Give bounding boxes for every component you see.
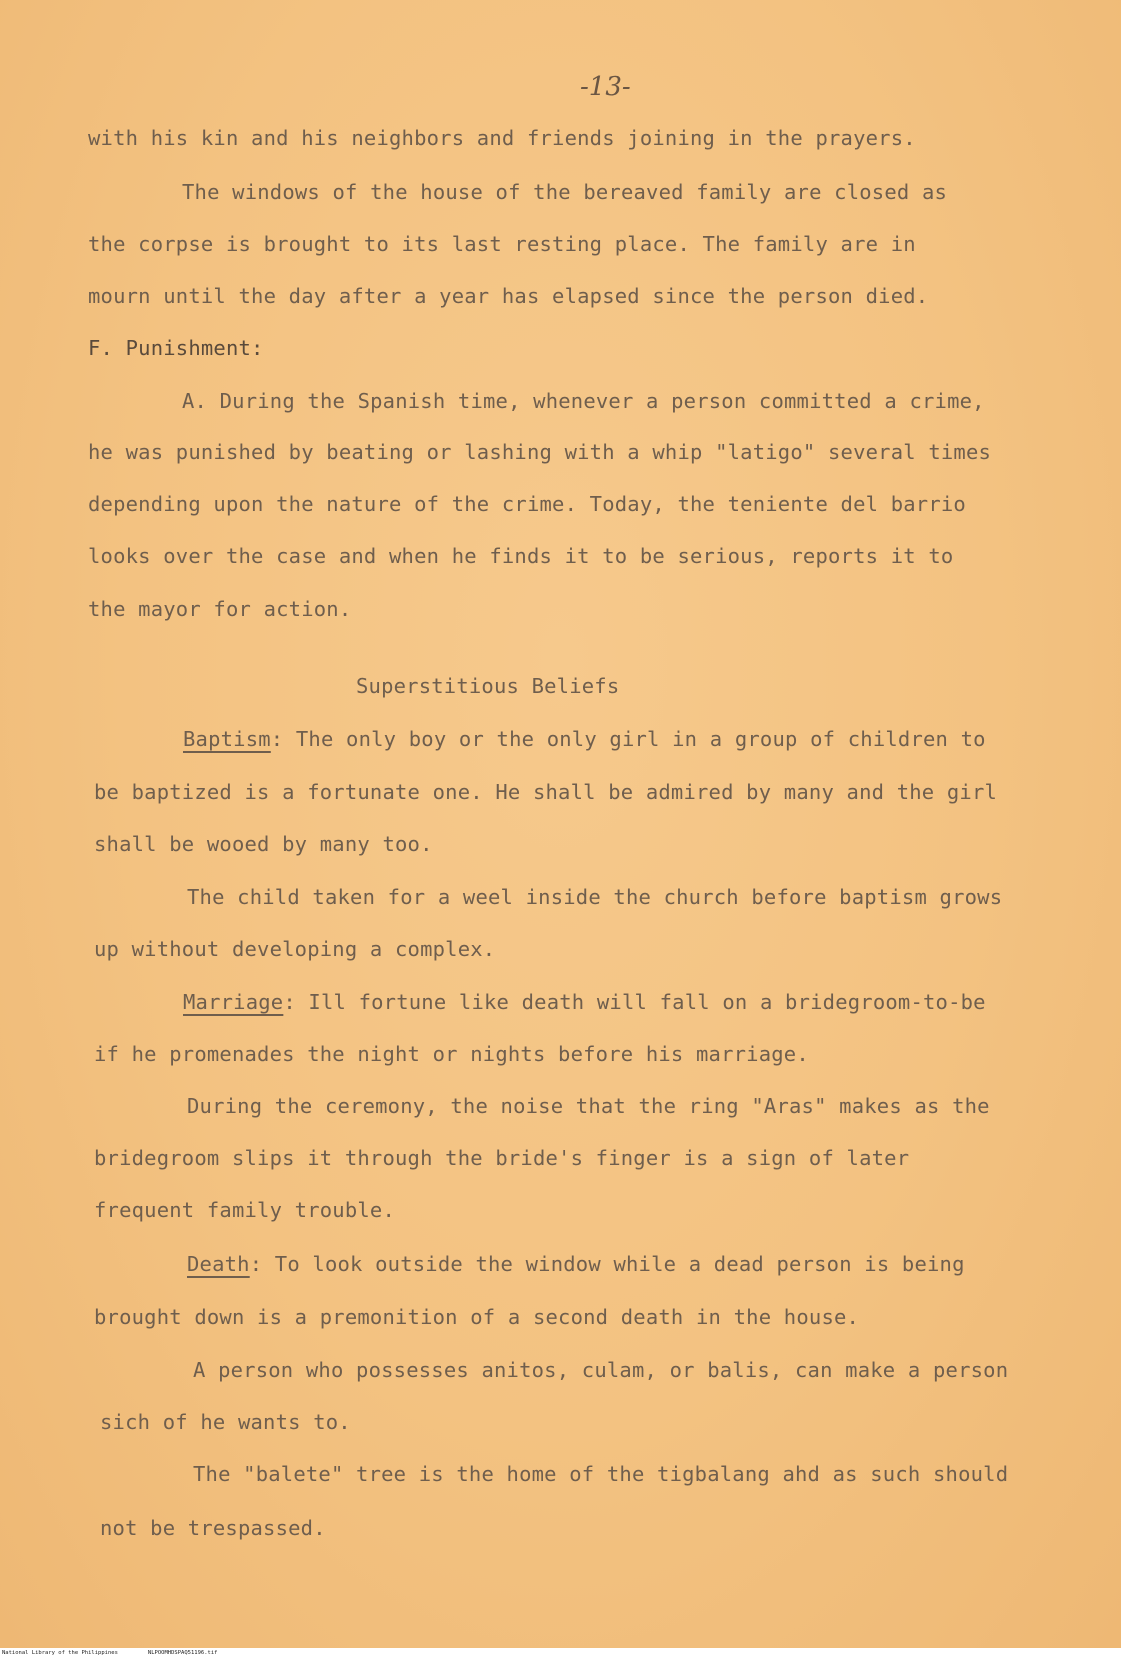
marriage-text: : Ill fortune like death will fall on a bridegroom-to-be bbox=[283, 990, 986, 1014]
section-title-superstitious-beliefs: Superstitious Beliefs bbox=[356, 674, 620, 698]
text-line: The child taken for a weel inside the church before baptism grows bbox=[187, 885, 1003, 909]
text-line: bridegroom slips it through the bride's finger is a sign of later bbox=[94, 1146, 910, 1170]
text-line: up without developing a complex. bbox=[94, 937, 496, 961]
marriage-heading: Marriage bbox=[183, 990, 284, 1014]
text-line: with his kin and his neighbors and friends joining in the prayers. bbox=[88, 126, 916, 150]
text-line: be baptized is a fortunate one. He shall be admired by many and the girl bbox=[94, 780, 998, 804]
death-text: : To look outside the window while a dead person is being bbox=[249, 1252, 965, 1276]
baptism-heading: Baptism bbox=[183, 727, 271, 751]
text-line: looks over the case and when he finds it to be serious, reports it to bbox=[88, 544, 954, 568]
section-heading-punishment: F. Punishment: bbox=[88, 336, 264, 360]
text-line: sich of he wants to. bbox=[100, 1410, 351, 1434]
text-line: shall be wooed by many too. bbox=[94, 832, 433, 856]
scan-footer bbox=[0, 1648, 1121, 1658]
text-line: brought down is a premonition of a second death in the house. bbox=[94, 1305, 860, 1329]
marriage-paragraph-line bbox=[183, 990, 986, 1014]
text-line: not be trespassed. bbox=[100, 1516, 326, 1540]
footer-library: National Library of the Philippines bbox=[2, 1650, 118, 1656]
text-line: During the ceremony, the noise that the ring "Aras" makes as the bbox=[187, 1094, 990, 1118]
text-line: the corpse is brought to its last resting place. The family are in bbox=[88, 232, 916, 256]
text-line: mourn until the day after a year has elapsed since the person died. bbox=[88, 284, 929, 308]
text-line: The windows of the house of the bereaved family are closed as bbox=[182, 180, 948, 204]
text-line: A. During the Spanish time, whenever a person committed a crime, bbox=[182, 389, 985, 413]
page-number: -13- bbox=[580, 72, 631, 102]
text-line: if he promenades the night or nights before his marriage. bbox=[94, 1042, 809, 1066]
text-line: frequent family trouble. bbox=[94, 1198, 396, 1222]
baptism-text: : The only boy or the only girl in a group of children to bbox=[270, 727, 986, 751]
death-heading: Death bbox=[187, 1252, 250, 1276]
footer-filename: NLPOOMHDSPAQ51196.tif bbox=[147, 1650, 218, 1656]
text-line: depending upon the nature of the crime. Today, the teniente del barrio bbox=[88, 492, 966, 516]
death-paragraph-line bbox=[187, 1252, 965, 1276]
text-line: he was punished by beating or lashing with a whip "latigo" several times bbox=[88, 440, 992, 464]
text-line: A person who possesses anitos, culam, or balis, can make a person bbox=[193, 1358, 1009, 1382]
baptism-paragraph-line bbox=[183, 727, 986, 751]
text-line: the mayor for action. bbox=[88, 597, 352, 621]
text-line: The "balete" tree is the home of the tigbalang ahd as such should bbox=[193, 1462, 1009, 1486]
